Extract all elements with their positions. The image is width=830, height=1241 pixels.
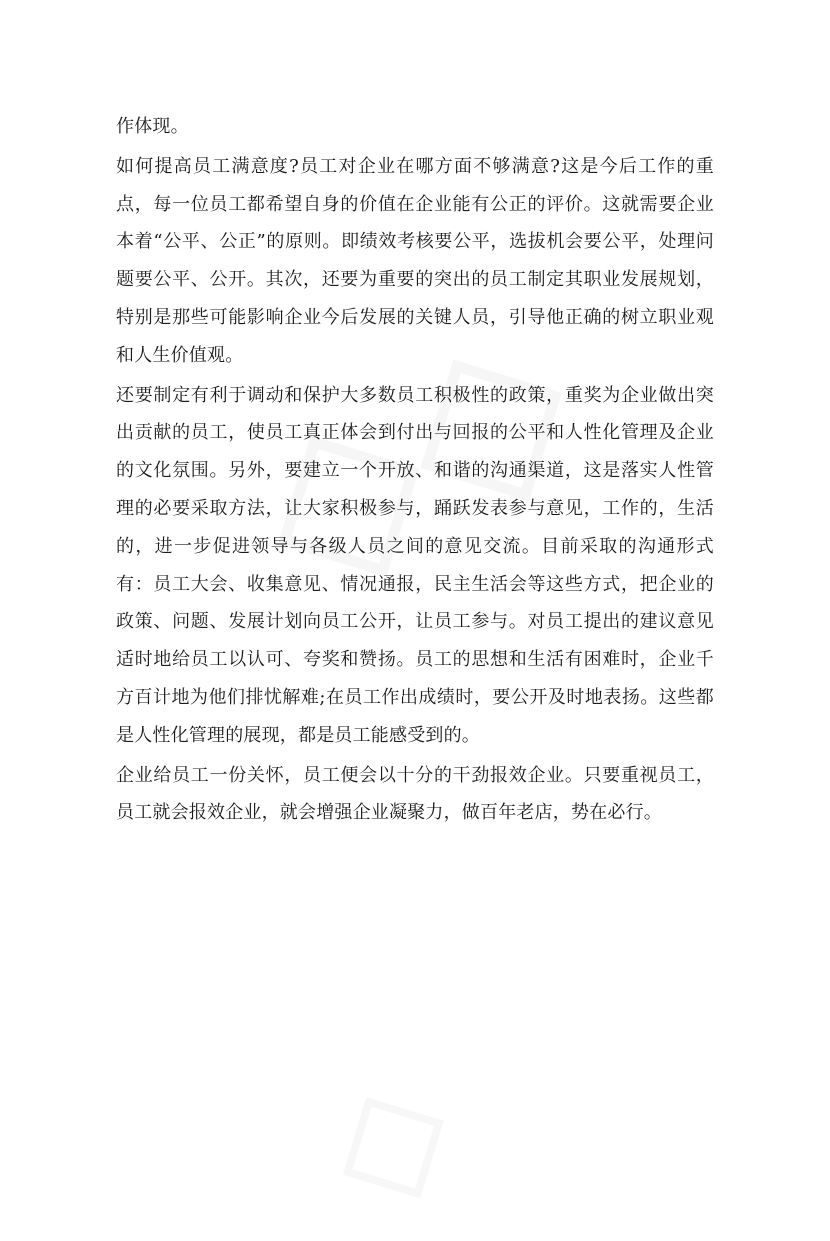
paragraph-policy-communication: 还要制定有利于调动和保护大多数员工积极性的政策，重奖为企业做出突出贡献的员工，使员工真正体会到付出与回报的公平和人性化管理及企业的文化氛围。另外，要建立一个开放、和谐的沟通渠道，这是落实人性管理的必要采取方法，让大家积极参与，踊跃发表参与意见，工作的，生活的，进一步促进领导与各级人员之间的意见交流。目前采取的沟通形式有：员工大会、收集意见、情况通报，民主生活会等这些方式，把企业的政策、问题、发展计划向员工公开，让员工参与。对员工提出的建议意见适时地给员工以认可、夸奖和赞扬。员工的思想和生活有困难时，企业千方百计地为他们排忧解难;在员工作出成绩时，要公开及时地表扬。这些都是人性化管理的展现，都是员工能感受到的。	[116, 384, 714, 746]
document-body	[116, 108, 714, 834]
paragraph-conclusion: 企业给员工一份关怀，员工便会以十分的干劲报效企业。只要重视员工，员工就会报效企业，就会增强企业凝聚力，做百年老店，势在必行。	[116, 764, 714, 824]
watermark-bottom	[296, 1033, 480, 1241]
paragraph-employee-satisfaction: 如何提高员工满意度?员工对企业在哪方面不够满意?这是今后工作的重点，每一位员工都希望自身的价值在企业能有公正的评价。这就需要企业本着“公平、公正”的原则。即绩效考核要公平，选拔机会要公平，处理问题要公平、公开。其次，还要为重要的突出的员工制定其职业发展规划，特别是那些可能影响企业今后发展的关键人员，引导他正确的树立职业观和人生价值观。	[116, 155, 714, 366]
paragraph-continuation: 作体现。	[116, 116, 189, 137]
